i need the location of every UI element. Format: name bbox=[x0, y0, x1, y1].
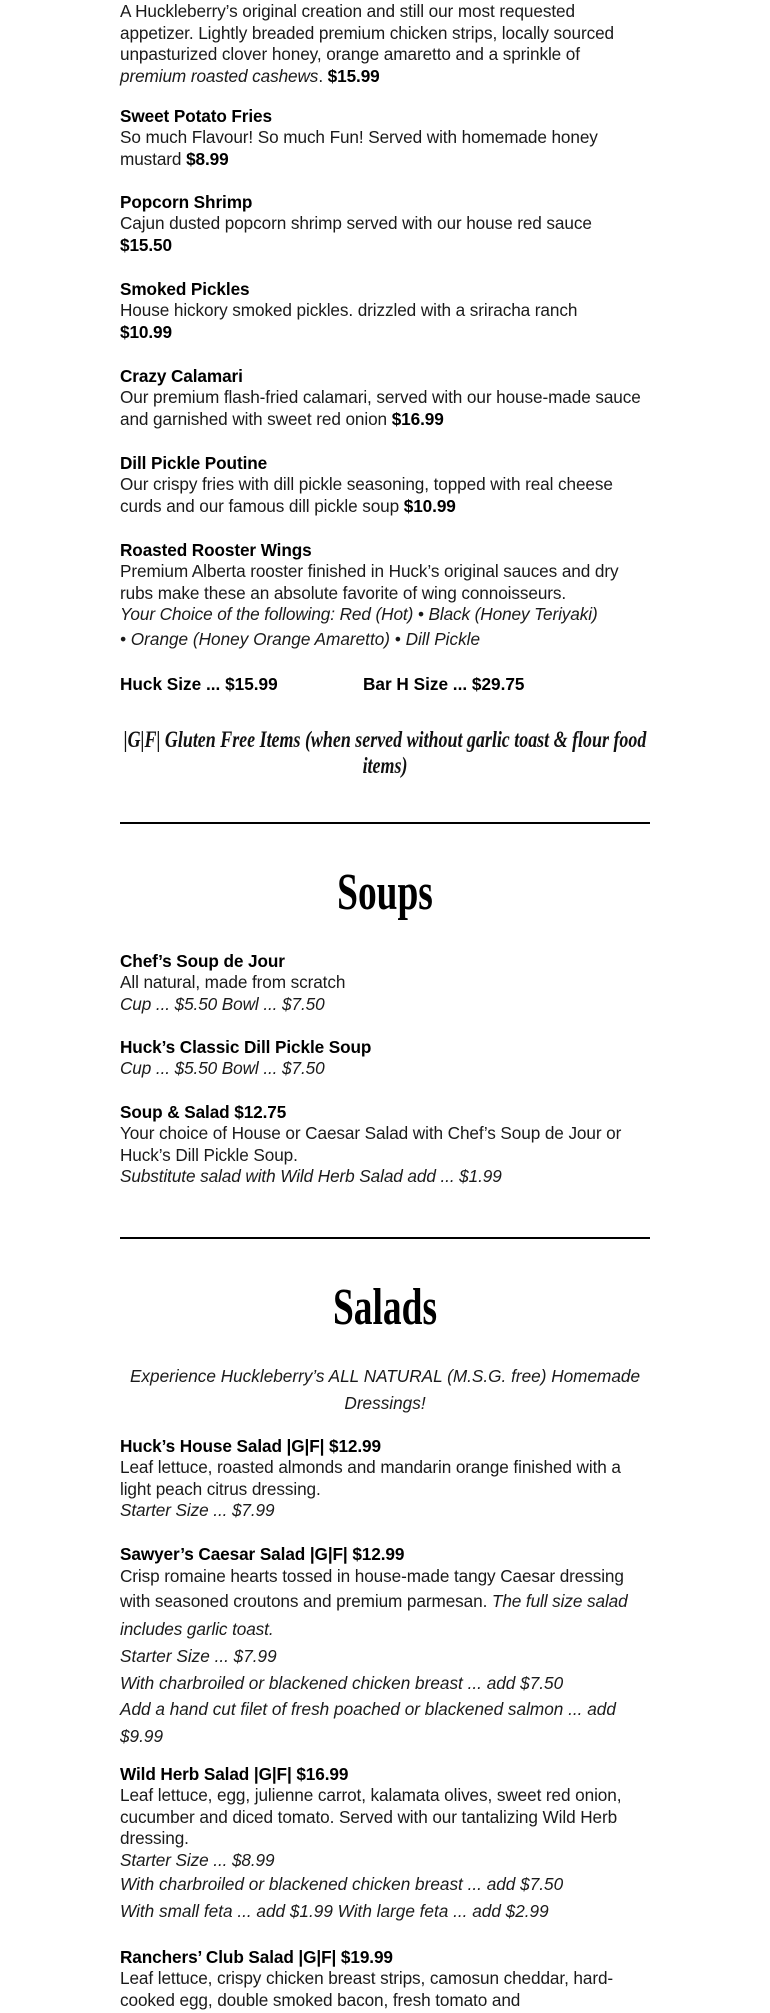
item-description: Our crispy fries with dill pickle seasoning, topped with real cheese curds and our famous dill pickle soup $10.99 bbox=[120, 474, 613, 516]
gluten-free-note: |G|F| Gluten Free Items (when served without garlic toast & flour food items) bbox=[123, 727, 647, 778]
item-description: Leaf lettuce, roasted almonds and mandarin orange finished with a light peach citrus dressing. bbox=[120, 1457, 621, 1499]
starter-size: Starter Size ... $7.99 bbox=[120, 1500, 275, 1520]
sauce-options-line-2: • Orange (Honey Orange Amaretto) • Dill Pickle bbox=[120, 628, 481, 649]
item-price: $15.99 bbox=[327, 65, 380, 86]
salads-heading-wrap bbox=[120, 1280, 650, 1336]
menu-item-house-salad bbox=[120, 1436, 650, 1522]
salads-intro: Experience Huckleberry’s ALL NATURAL (M.S.G. free) Homemade Dressings! bbox=[129, 1366, 641, 1413]
section-divider bbox=[120, 1237, 650, 1239]
item-name: Dill Pickle Poutine bbox=[120, 453, 268, 473]
menu-item-honey-chicken bbox=[120, 1, 650, 87]
item-price: $15.50 bbox=[120, 234, 172, 255]
item-description: A Huckleberry’s original creation and still our most requested appetizer. Lightly breaded premium chicken strips, locally sourced unpasturized clover honey, orange amaretto and a sprinkle of premium roasted cashews. $15.99 bbox=[120, 1, 614, 86]
menu-item-caesar-salad bbox=[120, 1544, 650, 1749]
item-name: Huck’s House Salad |G|F| $12.99 bbox=[120, 1436, 381, 1456]
item-note: Substitute salad with Wild Herb Salad add ... $1.99 bbox=[120, 1166, 502, 1186]
menu-item-roasted-rooster-wings bbox=[120, 540, 650, 652]
menu-item-soup-de-jour bbox=[120, 951, 650, 1015]
addon-chicken: With charbroiled or blackened chicken breast ... add $7.50 bbox=[120, 1874, 564, 1894]
item-description: Leaf lettuce, crispy chicken breast strips, camosun cheddar, hard-cooked egg, double smoked bacon, fresh tomato and bbox=[120, 1968, 614, 2010]
item-pricing: Cup ... $5.50 Bowl ... $7.50 bbox=[120, 993, 325, 1014]
item-description: Leaf lettuce, egg, julienne carrot, kalamata olives, sweet red onion, cucumber and diced tomato. Served with our tantalizing Wild Herb dressing. bbox=[120, 1785, 622, 1848]
menu-item-dill-pickle-poutine bbox=[120, 453, 650, 517]
sauce-options-line-1: Your Choice of the following: Red (Hot) • Black (Honey Teriyaki) bbox=[120, 604, 598, 624]
item-price: $10.99 bbox=[120, 321, 172, 342]
item-name: Huck’s Classic Dill Pickle Soup bbox=[120, 1037, 372, 1057]
section-title-salads: Salads bbox=[332, 1279, 438, 1336]
section-divider bbox=[120, 822, 650, 824]
item-name: Crazy Calamari bbox=[120, 366, 243, 386]
item-price: $16.99 bbox=[391, 408, 444, 429]
starter-size: Starter Size ... $8.99 bbox=[120, 1849, 275, 1870]
item-pricing: Cup ... $5.50 Bowl ... $7.50 bbox=[120, 1058, 325, 1078]
item-name: Sawyer’s Caesar Salad |G|F| $12.99 bbox=[120, 1544, 405, 1564]
item-name: Ranchers’ Club Salad |G|F| $19.99 bbox=[120, 1947, 393, 1967]
item-description: Crisp romaine hearts tossed in house-made tangy Caesar dressing with seasoned croutons and premium parmesan. The full size salad includes garlic toast. bbox=[120, 1566, 628, 1639]
item-name: Popcorn Shrimp bbox=[120, 192, 253, 212]
item-name: Smoked Pickles bbox=[120, 279, 250, 299]
item-description: Premium Alberta rooster finished in Huck’s original sauces and dry rubs make these an absolute favorite of wing connoisseurs. bbox=[120, 561, 619, 603]
addon-chicken: With charbroiled or blackened chicken breast ... add $7.50 bbox=[120, 1672, 564, 1693]
menu-item-popcorn-shrimp bbox=[120, 192, 650, 256]
item-description: House hickory smoked pickles. drizzled with a sriracha ranch bbox=[120, 300, 578, 320]
item-description: Your choice of House or Caesar Salad with Chef’s Soup de Jour or Huck’s Dill Pickle Soup. bbox=[120, 1123, 622, 1165]
menu-item-crazy-calamari bbox=[120, 366, 650, 430]
item-name: Roasted Rooster Wings bbox=[120, 540, 312, 560]
item-price: $10.99 bbox=[403, 495, 456, 516]
menu-item-smoked-pickles bbox=[120, 279, 650, 343]
item-description: So much Flavour! So much Fun! Served with homemade honey mustard $8.99 bbox=[120, 127, 598, 169]
item-description: Our premium flash-fried calamari, served with our house-made sauce and garnished with sweet red onion $16.99 bbox=[120, 387, 641, 429]
menu-item-ranchers-club-salad bbox=[120, 1947, 650, 2011]
item-name: Sweet Potato Fries bbox=[120, 106, 272, 126]
bar-h-size-price: Bar H Size ... $29.75 bbox=[363, 674, 525, 694]
menu-item-sweet-potato-fries bbox=[120, 106, 650, 170]
item-price: $8.99 bbox=[186, 148, 229, 169]
item-description: All natural, made from scratch bbox=[120, 972, 346, 992]
starter-size: Starter Size ... $7.99 bbox=[120, 1646, 277, 1666]
section-title-soups: Soups bbox=[337, 864, 433, 921]
addon-feta: With small feta ... add $1.99 With large feta ... add $2.99 bbox=[120, 1900, 549, 1921]
addon-salmon: Add a hand cut filet of fresh poached or blackened salmon ... add $9.99 bbox=[120, 1699, 616, 1746]
wing-sizes bbox=[120, 674, 650, 695]
item-name: Chef’s Soup de Jour bbox=[120, 951, 285, 971]
menu-item-soup-and-salad bbox=[120, 1102, 650, 1188]
huck-size-price: Huck Size ... $15.99 bbox=[120, 674, 278, 694]
menu-item-dill-pickle-soup bbox=[120, 1037, 650, 1080]
gluten-free-note-wrap bbox=[120, 727, 650, 779]
soups-heading-wrap bbox=[120, 865, 650, 921]
item-name: Wild Herb Salad |G|F| $16.99 bbox=[120, 1764, 349, 1784]
menu-item-wild-herb-salad bbox=[120, 1764, 650, 1924]
item-description: Cajun dusted popcorn shrimp served with our house red sauce bbox=[120, 213, 592, 233]
item-name: Soup & Salad $12.75 bbox=[120, 1102, 287, 1122]
